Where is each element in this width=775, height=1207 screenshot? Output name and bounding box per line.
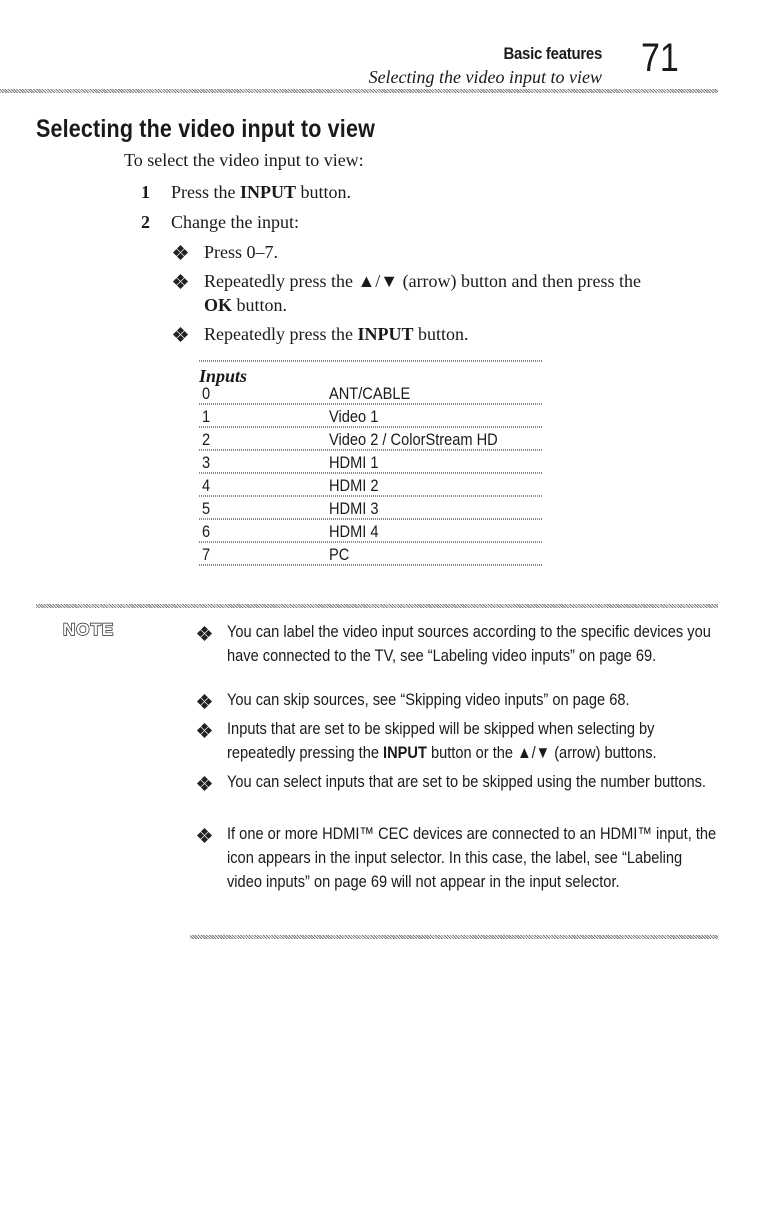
row-rule	[199, 495, 543, 497]
bullet-icon	[198, 724, 212, 738]
bullet-icon	[174, 275, 188, 289]
step-text: Press the INPUT button.	[171, 182, 352, 202]
step-number: 2	[141, 212, 150, 232]
note-label: NOTE	[63, 620, 115, 639]
bullet-icon	[198, 777, 212, 791]
row-label: HDMI 2	[329, 476, 379, 495]
bullet-text: Press 0–7.	[204, 242, 279, 262]
table-top-rule	[199, 360, 543, 362]
bullet-icon	[198, 695, 212, 709]
note-item: You can label the video input sources according to the specific devices you have connected to the TV, see “Labeling video inputs” on page 69.	[227, 622, 711, 665]
bullet-text-continued: OK button.	[204, 295, 288, 315]
table-row	[199, 406, 543, 428]
row-number: 4	[202, 476, 211, 495]
table-row	[199, 498, 543, 520]
row-number: 0	[202, 384, 211, 403]
row-rule	[199, 426, 543, 428]
bullet-icon	[198, 829, 212, 843]
intro-text: To select the video input to view:	[124, 150, 364, 170]
note-bottom-rule	[190, 935, 718, 939]
table-row	[199, 521, 543, 543]
bullet-icon	[174, 328, 188, 342]
bullet-text: Repeatedly press the INPUT button.	[204, 324, 469, 344]
row-number: 5	[202, 499, 211, 518]
bullet-icon	[174, 246, 188, 260]
row-number: 2	[202, 430, 211, 449]
note-item: Inputs that are set to be skipped will be skipped when selecting by repeatedly pressing the INPUT button or the ▲/▼ (arrow) buttons.	[227, 719, 657, 762]
row-rule	[199, 564, 543, 566]
note-item: You can skip sources, see “Skipping video inputs” on page 68.	[227, 690, 630, 709]
row-number: 7	[202, 545, 211, 564]
row-number: 1	[202, 407, 211, 426]
row-number: 3	[202, 453, 211, 472]
row-rule	[199, 403, 543, 405]
step-number: 1	[141, 182, 150, 202]
row-label: Video 2 / ColorStream HD	[329, 430, 498, 449]
table-row	[199, 475, 543, 497]
row-label: HDMI 3	[329, 499, 379, 518]
page-number: 71	[641, 36, 679, 80]
row-rule	[199, 541, 543, 543]
table-row	[199, 544, 543, 566]
row-label: ANT/CABLE	[329, 384, 411, 403]
row-rule	[199, 449, 543, 451]
row-label: Video 1	[329, 407, 379, 426]
table-row	[199, 429, 543, 451]
table-row	[199, 452, 543, 474]
row-label: PC	[329, 545, 350, 564]
note-top-rule	[36, 604, 718, 608]
bullet-text: Repeatedly press the ▲/▼ (arrow) button and then press the	[204, 271, 642, 291]
row-rule	[199, 518, 543, 520]
row-number: 6	[202, 522, 211, 541]
running-header-section: Basic features	[503, 44, 602, 63]
note-item: If one or more HDMI™ CEC devices are connected to an HDMI™ input, the icon appears in the input selector. In this case, the label, see “Labeling video inputs” on page 69 will not appear in the input selector.	[227, 824, 717, 891]
row-label: HDMI 4	[329, 522, 379, 541]
table-title: Inputs	[199, 366, 248, 386]
bullet-icon	[198, 627, 212, 641]
section-heading: Selecting the video input to view	[36, 115, 375, 143]
step-text: Change the input:	[171, 212, 299, 232]
header-rule	[0, 89, 718, 93]
table-row	[199, 383, 543, 405]
row-label: HDMI 1	[329, 453, 379, 472]
note-item: You can select inputs that are set to be skipped using the number buttons.	[227, 772, 706, 791]
row-rule	[199, 472, 543, 474]
running-header-subsection: Selecting the video input to view	[368, 67, 602, 87]
